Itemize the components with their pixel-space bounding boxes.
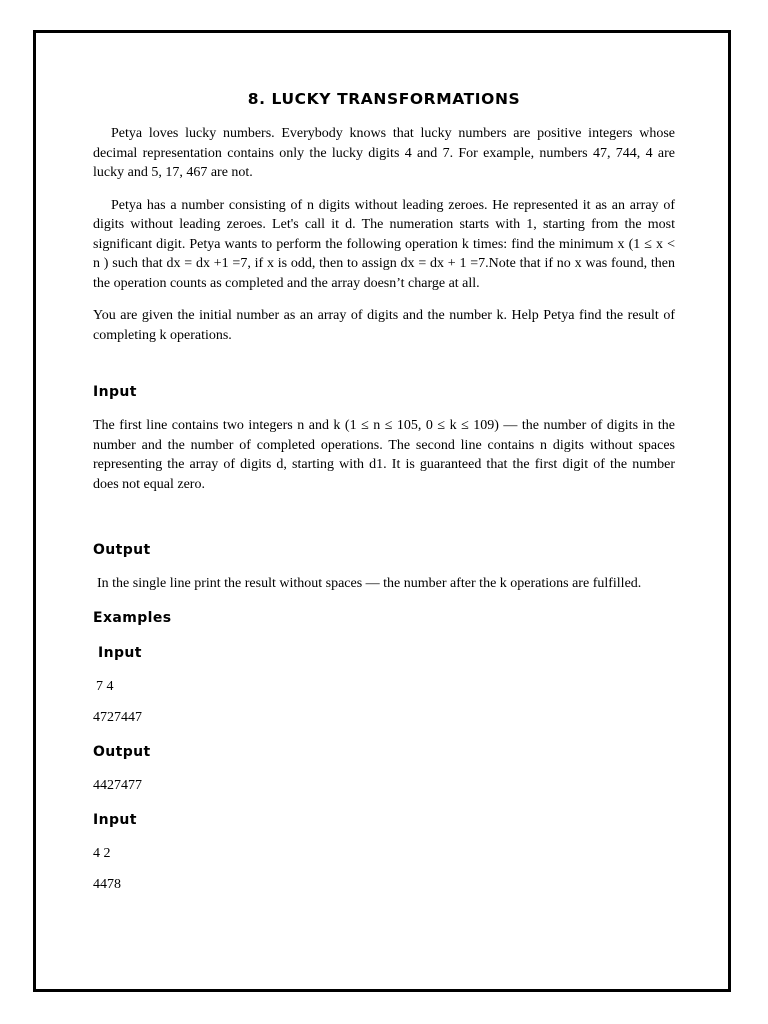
task-paragraph: You are given the initial number as an array of digits and the number k. Help Petya find the result of completing k operations.: [93, 308, 675, 343]
examples-heading: Examples: [93, 609, 172, 626]
input-heading: Input: [93, 384, 137, 400]
example2-input-line2: 4478: [93, 876, 121, 892]
example1-output-label: Output: [93, 743, 151, 760]
output-description: In the single line print the result without spaces — the number after the k operations are fulfilled.: [97, 576, 642, 591]
problem-paragraph: Petya has a number consisting of n digits without leading zeroes. He represented it as an array of digits without leading zeroes. Let's call it d. The numeration starts with 1, starting from the most significant digit. Petya wants to perform the following operation k times: find the minimum x (1 ≤ x < n ) such that dx = dx +1 =7, if x is odd, then to assign dx = dx + 1 =7.Note that if no x was found, then the operation counts as completed and the array doesn’t charge at all.: [93, 197, 675, 291]
example2-input-line1: 4 2: [93, 845, 111, 861]
intro-paragraph: Petya loves lucky numbers. Everybody knows that lucky numbers are positive integers whose decimal representation contains only the lucky digits 4 and 7. For example, numbers 47, 744, 4 are lucky and 5, 17, 467 are not.: [93, 126, 675, 180]
example1-output-line1: 4427477: [93, 777, 142, 793]
example1-input-line1: 7 4: [96, 678, 114, 694]
example1-input-label: Input: [98, 644, 142, 661]
document-title: 8. LUCKY TRANSFORMATIONS: [247, 90, 521, 108]
example1-input-line2: 4727447: [93, 709, 142, 725]
output-heading: Output: [93, 542, 151, 558]
document-content: [93, 88, 675, 894]
input-description: The first line contains two integers n and k (1 ≤ n ≤ 105, 0 ≤ k ≤ 109) — the number of digits in the number and the number of completed operations. The second line contains n digits without spaces representing the array of digits d, starting with d1. It is guaranteed that the first digit of the number does not equal zero.: [93, 418, 675, 492]
example2-input-label: Input: [93, 811, 137, 828]
